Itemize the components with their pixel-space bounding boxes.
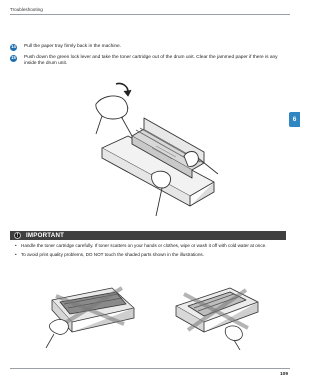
running-header: Troubleshooting bbox=[10, 7, 43, 12]
page-number: 109 bbox=[279, 372, 288, 377]
chapter-tab: 6 bbox=[289, 112, 300, 127]
header-divider bbox=[10, 14, 290, 15]
warning-icon: ! bbox=[14, 232, 21, 239]
drum-unit-illustration-right bbox=[168, 280, 268, 350]
step-14 bbox=[11, 44, 282, 50]
step-number-badge: 15 bbox=[11, 55, 16, 61]
important-list bbox=[15, 243, 283, 258]
footer-divider bbox=[10, 368, 290, 369]
important-notice-bar bbox=[10, 231, 286, 240]
list-item: • To avoid print quality problems, DO NOT touch the shaded parts shown in the illustrations. bbox=[15, 252, 283, 258]
step-15 bbox=[11, 55, 282, 67]
list-item: • Handle the toner cartridge carefully. If toner scatters on your hands or clothes, wipe or wash it off with cold water at once. bbox=[15, 243, 283, 249]
step-text: Push down the green lock lever and take the toner cartridge out of the drum unit. Clear the jammed paper if there is any inside the drum unit. bbox=[24, 55, 278, 67]
drum-unit-illustration-left bbox=[42, 280, 142, 350]
important-label: IMPORTANT bbox=[26, 232, 65, 239]
toner-removal-illustration bbox=[92, 78, 220, 218]
step-text: Pull the paper tray firmly back in the machine. bbox=[24, 44, 122, 49]
step-number-badge: 14 bbox=[11, 44, 16, 50]
